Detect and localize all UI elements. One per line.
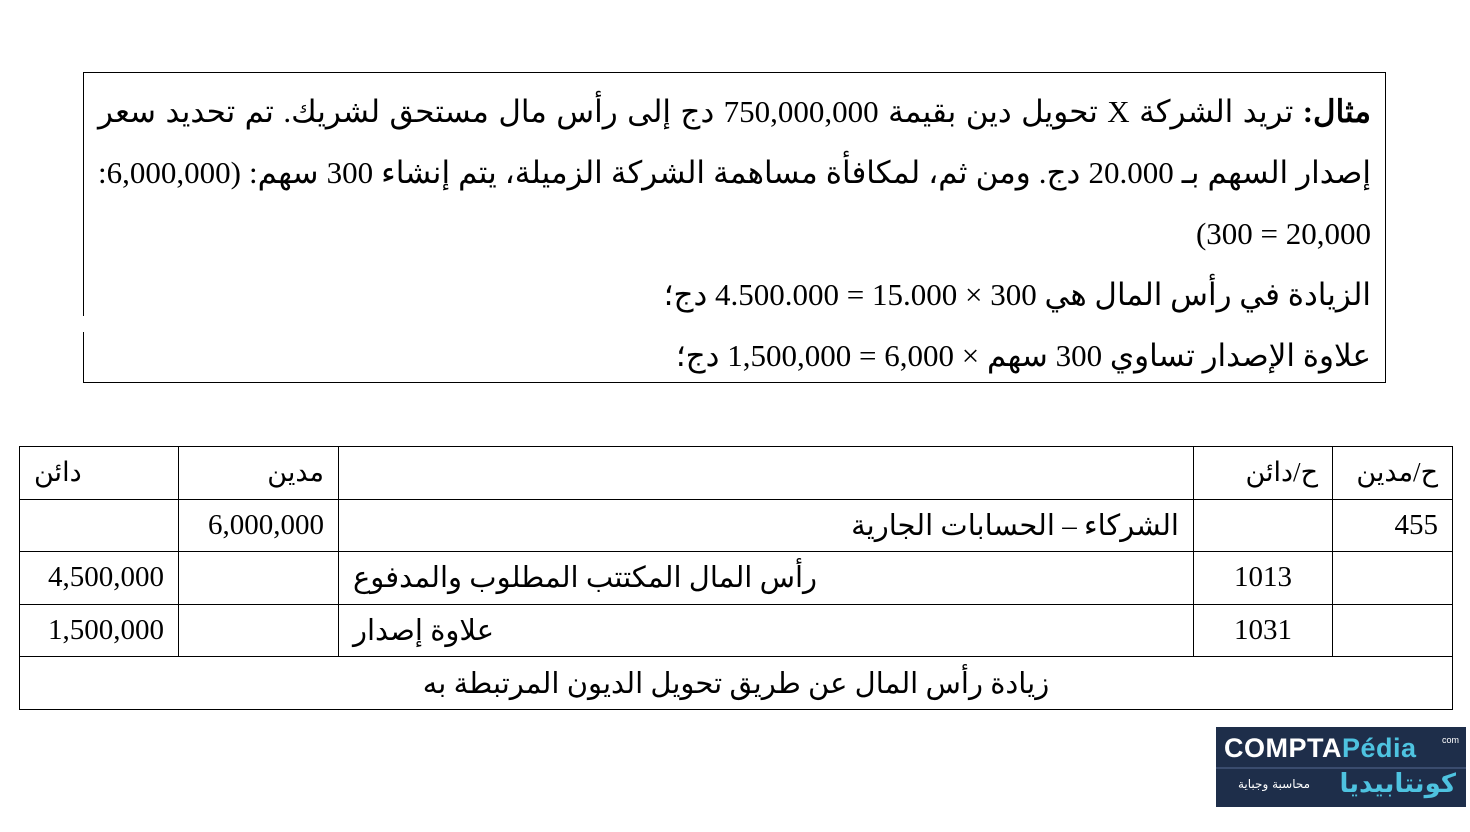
table-row bbox=[20, 499, 1453, 552]
example-paragraph bbox=[98, 81, 1371, 264]
header-credit-account: ح/دائن bbox=[1194, 447, 1333, 500]
header-debit-amount: مدين bbox=[179, 447, 339, 500]
example-capital-line: الزيادة في رأس المال هي 300 × 15.000 = 4.500.000 دج؛ bbox=[663, 277, 1371, 312]
credit-account-cell bbox=[1194, 499, 1333, 552]
debit-amount-cell bbox=[179, 604, 339, 657]
debit-account-cell bbox=[1333, 552, 1453, 605]
table-row bbox=[20, 552, 1453, 605]
credit-amount-cell: 4,500,000 bbox=[20, 552, 179, 605]
account-label-cell: رأس المال المكتتب المطلوب والمدفوع bbox=[339, 552, 1194, 605]
logo-arabic-name: كونتابيديا bbox=[1339, 769, 1456, 799]
logo-wordmark-part2: Pédia bbox=[1342, 733, 1417, 763]
logo-suffix: com bbox=[1442, 735, 1460, 745]
credit-amount-cell bbox=[20, 499, 179, 552]
debit-amount-cell bbox=[179, 552, 339, 605]
entry-description: زيادة رأس المال عن طريق تحويل الديون المرتبطة به bbox=[20, 657, 1453, 710]
table-header-row bbox=[20, 447, 1453, 500]
debit-account-cell: 455 bbox=[1333, 499, 1453, 552]
example-lead: مثال: bbox=[1302, 94, 1371, 129]
logo-tagline: محاسبة وجباية bbox=[1238, 777, 1311, 791]
header-label bbox=[339, 447, 1194, 500]
credit-account-cell: 1031 bbox=[1194, 604, 1333, 657]
example-text bbox=[98, 81, 1371, 386]
example-premium-line: علاوة الإصدار تساوي 300 سهم × 6,000 = 1,500,000 دج؛ bbox=[675, 338, 1371, 373]
journal-entry-table bbox=[19, 446, 1453, 710]
example-box bbox=[83, 72, 1386, 383]
credit-account-cell: 1013 bbox=[1194, 552, 1333, 605]
header-credit-amount: دائن bbox=[20, 447, 179, 500]
debit-amount-cell: 6,000,000 bbox=[179, 499, 339, 552]
logo-wordmark bbox=[1224, 733, 1417, 764]
header-debit-account: ح/مدين bbox=[1333, 447, 1453, 500]
account-label-cell: الشركاء – الحسابات الجارية bbox=[339, 499, 1194, 552]
table-description-row bbox=[20, 657, 1453, 710]
comptapedia-logo bbox=[1216, 727, 1466, 807]
debit-account-cell bbox=[1333, 604, 1453, 657]
table-row bbox=[20, 604, 1453, 657]
credit-amount-cell: 1,500,000 bbox=[20, 604, 179, 657]
box-border-gap bbox=[82, 316, 87, 332]
example-body: تريد الشركة X تحويل دين بقيمة 750,000,000 دج إلى رأس مال مستحق لشريك. تم تحديد سعر إصدار السهم بـ 20.000 دج. ومن ثم، لمكافأة مساهمة الشركة الزميلة، يتم إنشاء 300 سهم: (6,000,000: 20,000 = 300) bbox=[98, 94, 1371, 251]
account-label-cell: علاوة إصدار bbox=[339, 604, 1194, 657]
logo-wordmark-part1: COMPTA bbox=[1224, 733, 1342, 763]
